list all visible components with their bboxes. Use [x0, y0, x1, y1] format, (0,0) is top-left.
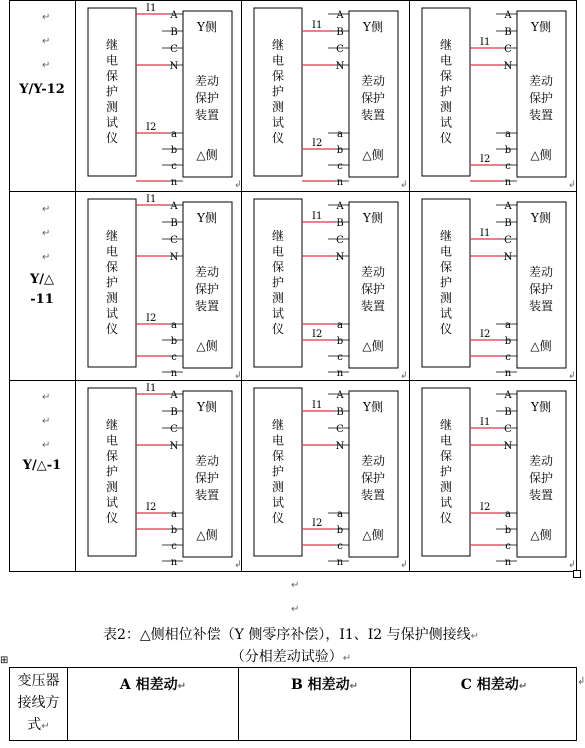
tester-label-char: 护	[271, 464, 285, 479]
current-label-i1: I1	[480, 37, 491, 48]
device-label-y-side: Y侧	[197, 400, 217, 414]
tester-label-char: 试	[105, 115, 119, 130]
tester-label-char: 护	[105, 84, 119, 99]
table1-border-right	[576, 0, 577, 572]
terminal-label-b: b	[504, 336, 512, 347]
paragraph-mark: ↵	[291, 604, 300, 615]
device-label-d-side: △侧	[530, 148, 552, 162]
tester-label-char: 试	[271, 495, 285, 510]
device-label-d-side: △侧	[530, 528, 552, 542]
terminal-label-a: a	[505, 320, 511, 331]
paragraph-mark: ↵	[42, 392, 51, 403]
terminal-label-A: A	[336, 10, 344, 21]
table2-first-col-header: 变压器 接线方 式↵	[10, 668, 68, 740]
device-label-text: 装置	[360, 488, 386, 502]
terminal-label-N: N	[335, 252, 345, 263]
tester-label-char: 保	[271, 69, 285, 83]
wiring-cell-r3-c2	[242, 381, 407, 570]
table2-header-b: B 相差动↵	[239, 668, 411, 740]
terminal-label-C: C	[336, 424, 344, 435]
tester-label-char: 继	[105, 38, 119, 52]
device-label-text: 装置	[360, 108, 386, 122]
tester-label-char: 保	[439, 449, 453, 463]
device-label-d-side: △侧	[362, 148, 384, 162]
paragraph-mark: ↵	[42, 12, 51, 23]
device-label-text: 装置	[360, 299, 386, 313]
tester-label-char: 继	[105, 418, 119, 432]
paragraph-mark: ↵	[342, 653, 352, 664]
tester-label-char: 电	[105, 244, 119, 259]
paragraph-mark: ↵	[177, 681, 187, 692]
row-end-mark: ↲	[577, 676, 585, 687]
paragraph-mark: ↵	[42, 440, 51, 451]
terminal-label-c: c	[505, 352, 511, 363]
terminal-label-C: C	[170, 44, 178, 55]
current-label-i2: I2	[312, 329, 323, 340]
tester-label-char: 继	[439, 418, 453, 432]
current-label-i2: I2	[146, 313, 157, 324]
cell-end-mark: ↲	[400, 560, 408, 570]
device-label-text: 差动	[194, 265, 220, 279]
paragraph-mark: ↵	[42, 252, 51, 263]
tester-label-char: 测	[439, 100, 453, 114]
terminal-label-c: c	[505, 541, 511, 552]
row-label-yy12: Y/Y-12	[19, 82, 65, 97]
terminal-label-A: A	[170, 10, 178, 21]
terminal-label-c: c	[171, 541, 177, 552]
cell-end-mark: ↲	[568, 560, 576, 570]
tester-label-char: 电	[439, 433, 453, 448]
tester-label-char: 测	[439, 291, 453, 305]
terminal-label-b: b	[336, 525, 344, 536]
terminal-label-A: A	[504, 390, 512, 401]
paragraph-mark: ↵	[42, 228, 51, 239]
current-label-i2: I2	[312, 518, 323, 529]
device-label-text: 保护	[194, 91, 220, 105]
device-label-text: 差动	[360, 74, 386, 88]
table1-border-bottom	[9, 571, 577, 572]
terminal-label-b: b	[170, 336, 178, 347]
terminal-label-B: B	[336, 218, 344, 229]
current-label-i2: I2	[480, 329, 491, 340]
terminal-label-B: B	[504, 27, 512, 38]
terminal-label-A: A	[504, 201, 512, 212]
current-label-i1: I1	[312, 400, 323, 411]
current-label-i2: I2	[146, 502, 157, 513]
tester-label-char: 仪	[271, 322, 285, 336]
tester-label-char: 护	[271, 275, 285, 290]
current-label-i1: I1	[312, 20, 323, 31]
paragraph-mark: ↵	[518, 681, 528, 692]
device-label-text: 差动	[194, 74, 220, 88]
device-label-y-side: Y侧	[363, 400, 383, 414]
tester-label-char: 继	[271, 38, 285, 52]
tester-label-char: 测	[271, 480, 285, 494]
tester-label-char: 保	[439, 69, 453, 83]
terminal-label-N: N	[169, 252, 179, 263]
terminal-label-N: N	[503, 441, 513, 452]
tester-label-char: 继	[271, 418, 285, 432]
cell-end-mark: ↲	[568, 180, 576, 190]
terminal-label-B: B	[170, 218, 178, 229]
wiring-cell-r2-c3	[410, 192, 575, 381]
paragraph-mark: ↵	[291, 580, 300, 591]
tester-label-char: 电	[271, 244, 285, 259]
terminal-label-a: a	[337, 320, 343, 331]
tester-label-char: 继	[271, 229, 285, 243]
terminal-label-A: A	[336, 390, 344, 401]
table2-header-a: A 相差动↵	[68, 668, 239, 740]
terminal-label-b: b	[336, 336, 344, 347]
paragraph-mark: ↵	[42, 60, 51, 71]
tester-label-char: 护	[105, 275, 119, 290]
tester-label-char: 继	[105, 229, 119, 243]
terminal-label-B: B	[170, 27, 178, 38]
terminal-label-n: n	[336, 177, 344, 188]
device-label-y-side: Y侧	[531, 400, 551, 414]
wiring-cell-r2-c2	[242, 192, 407, 381]
terminal-label-B: B	[336, 27, 344, 38]
tester-label-char: 试	[271, 306, 285, 321]
paragraph-mark: ↵	[42, 416, 51, 427]
terminal-label-N: N	[503, 61, 513, 72]
paragraph-mark: ↵	[42, 204, 51, 215]
row-label-yd11: Y/△ -11	[29, 272, 55, 307]
terminal-label-a: a	[171, 129, 177, 140]
terminal-label-a: a	[505, 509, 511, 520]
table2-caption-line2: （分相差动试验）↵	[230, 649, 352, 665]
terminal-label-a: a	[337, 129, 343, 140]
terminal-label-n: n	[504, 177, 512, 188]
device-label-d-side: △侧	[196, 148, 218, 162]
tester-label-char: 保	[271, 260, 285, 274]
tester-label-char: 保	[105, 260, 119, 274]
tester-label-char: 仪	[439, 511, 453, 525]
tester-label-char: 电	[105, 433, 119, 448]
terminal-label-n: n	[504, 368, 512, 379]
terminal-label-a: a	[505, 129, 511, 140]
terminal-label-a: a	[337, 509, 343, 520]
terminal-label-a: a	[171, 320, 177, 331]
tester-label-char: 测	[105, 480, 119, 494]
terminal-label-b: b	[170, 145, 178, 156]
tester-label-char: 仪	[105, 322, 119, 336]
table-resize-handle[interactable]	[573, 570, 581, 578]
device-label-text: 装置	[528, 488, 554, 502]
tester-label-char: 试	[439, 495, 453, 510]
tester-label-char: 试	[105, 495, 119, 510]
tester-label-char: 电	[439, 244, 453, 259]
terminal-label-B: B	[504, 407, 512, 418]
terminal-label-N: N	[335, 61, 345, 72]
tester-label-char: 电	[271, 433, 285, 448]
paragraph-mark: ↵	[42, 36, 51, 47]
terminal-label-b: b	[170, 525, 178, 536]
terminal-label-c: c	[505, 161, 511, 172]
device-label-d-side: △侧	[196, 339, 218, 353]
device-label-text: 差动	[528, 265, 554, 279]
tester-label-char: 护	[439, 464, 453, 479]
tester-label-char: 试	[439, 115, 453, 130]
tester-label-char: 仪	[439, 322, 453, 336]
tester-label-char: 测	[271, 100, 285, 114]
current-label-i2: I2	[480, 154, 491, 165]
tester-label-char: 护	[105, 464, 119, 479]
device-label-text: 差动	[528, 74, 554, 88]
row-label-yd1: Y/△-1	[22, 458, 62, 473]
tester-label-char: 测	[105, 100, 119, 114]
wiring-cell-r1-c2	[242, 1, 407, 190]
device-label-y-side: Y侧	[363, 20, 383, 34]
terminal-label-A: A	[170, 201, 178, 212]
terminal-label-C: C	[170, 424, 178, 435]
device-label-text: 装置	[194, 108, 220, 122]
terminal-label-A: A	[336, 201, 344, 212]
terminal-label-b: b	[504, 525, 512, 536]
terminal-label-n: n	[170, 177, 178, 188]
device-label-text: 保护	[360, 471, 386, 485]
terminal-label-b: b	[504, 145, 512, 156]
terminal-label-N: N	[169, 61, 179, 72]
wiring-cell-r3-c3	[410, 381, 575, 570]
terminal-label-N: N	[169, 441, 179, 452]
terminal-label-C: C	[504, 424, 512, 435]
terminal-label-b: b	[336, 145, 344, 156]
tester-label-char: 仪	[271, 131, 285, 145]
tester-label-char: 电	[271, 53, 285, 68]
current-label-i2: I2	[480, 502, 491, 513]
terminal-label-a: a	[171, 509, 177, 520]
device-label-text: 保护	[528, 282, 554, 296]
paragraph-mark: ↵	[41, 721, 50, 732]
device-label-text: 差动	[360, 454, 386, 468]
terminal-label-c: c	[171, 161, 177, 172]
device-label-text: 保护	[360, 282, 386, 296]
terminal-label-n: n	[504, 557, 512, 568]
device-label-text: 装置	[194, 488, 220, 502]
tester-label-char: 试	[439, 306, 453, 321]
cell-end-mark: ↲	[234, 560, 242, 570]
wiring-cell-r2-c1	[76, 192, 241, 381]
device-label-text: 装置	[194, 299, 220, 313]
terminal-label-A: A	[504, 10, 512, 21]
terminal-label-n: n	[170, 557, 178, 568]
cell-end-mark: ↲	[400, 180, 408, 190]
tester-label-char: 测	[271, 291, 285, 305]
tester-label-char: 测	[105, 291, 119, 305]
device-label-text: 装置	[528, 299, 554, 313]
device-label-y-side: Y侧	[363, 211, 383, 225]
table2-header-c: C 相差动↵	[460, 677, 528, 693]
table2-caption-line1: 表2：△侧相位补偿（Y 侧零序补偿），I1、I2 与保护侧接线↵	[102, 627, 480, 643]
terminal-label-C: C	[170, 235, 178, 246]
cell-end-mark: ↲	[234, 180, 242, 190]
tester-label-char: 护	[439, 84, 453, 99]
device-label-text: 保护	[528, 471, 554, 485]
table-move-anchor-icon[interactable]: ⊞	[0, 655, 9, 666]
device-label-text: 保护	[528, 91, 554, 105]
device-label-d-side: △侧	[196, 528, 218, 542]
current-label-i1: I1	[480, 417, 491, 428]
device-label-text: 保护	[360, 91, 386, 105]
tester-label-char: 电	[439, 53, 453, 68]
device-label-d-side: △侧	[362, 339, 384, 353]
tester-label-char: 电	[105, 53, 119, 68]
current-label-i1: I1	[312, 211, 323, 222]
wiring-cell-r3-c1	[76, 381, 241, 570]
current-label-i2: I2	[312, 138, 323, 149]
device-label-text: 差动	[360, 265, 386, 279]
tester-label-char: 仪	[105, 131, 119, 145]
device-label-y-side: Y侧	[531, 20, 551, 34]
tester-label-char: 继	[439, 38, 453, 52]
terminal-label-c: c	[171, 352, 177, 363]
wiring-cell-r1-c3	[410, 1, 575, 190]
tester-label-char: 仪	[105, 511, 119, 525]
tester-label-char: 保	[105, 69, 119, 83]
tester-label-char: 试	[271, 115, 285, 130]
terminal-label-N: N	[335, 441, 345, 452]
terminal-label-B: B	[336, 407, 344, 418]
tester-label-char: 护	[271, 84, 285, 99]
device-label-text: 差动	[194, 454, 220, 468]
terminal-label-c: c	[337, 541, 343, 552]
terminal-label-n: n	[336, 368, 344, 379]
current-label-i1: I1	[146, 383, 157, 394]
device-label-text: 保护	[194, 282, 220, 296]
cell-end-mark: ↲	[234, 371, 242, 381]
terminal-label-B: B	[170, 407, 178, 418]
tester-label-char: 试	[105, 306, 119, 321]
terminal-label-N: N	[503, 252, 513, 263]
device-label-y-side: Y侧	[197, 211, 217, 225]
current-label-i2: I2	[146, 122, 157, 133]
device-label-d-side: △侧	[362, 528, 384, 542]
device-label-d-side: △侧	[530, 339, 552, 353]
terminal-label-c: c	[337, 161, 343, 172]
tester-label-char: 仪	[271, 511, 285, 525]
device-label-y-side: Y侧	[531, 211, 551, 225]
tester-label-char: 继	[439, 229, 453, 243]
tester-label-char: 保	[105, 449, 119, 463]
table2	[9, 667, 577, 741]
terminal-label-C: C	[336, 235, 344, 246]
device-label-text: 装置	[528, 108, 554, 122]
terminal-label-B: B	[504, 218, 512, 229]
device-label-text: 保护	[194, 471, 220, 485]
tester-label-char: 保	[439, 260, 453, 274]
terminal-label-n: n	[336, 557, 344, 568]
terminal-label-C: C	[504, 44, 512, 55]
tester-label-char: 测	[439, 480, 453, 494]
device-label-y-side: Y侧	[197, 20, 217, 34]
current-label-i1: I1	[146, 194, 157, 205]
paragraph-mark: ↵	[470, 631, 480, 642]
terminal-label-n: n	[170, 368, 178, 379]
tester-label-char: 护	[439, 275, 453, 290]
tester-label-char: 仪	[439, 131, 453, 145]
cell-end-mark: ↲	[568, 371, 576, 381]
terminal-label-c: c	[337, 352, 343, 363]
wiring-cell-r1-c1	[76, 1, 241, 190]
current-label-i1: I1	[146, 3, 157, 14]
terminal-label-C: C	[504, 235, 512, 246]
device-label-text: 差动	[528, 454, 554, 468]
cell-end-mark: ↲	[400, 371, 408, 381]
current-label-i1: I1	[480, 228, 491, 239]
terminal-label-C: C	[336, 44, 344, 55]
paragraph-mark: ↵	[349, 681, 359, 692]
terminal-label-A: A	[170, 390, 178, 401]
tester-label-char: 保	[271, 449, 285, 463]
